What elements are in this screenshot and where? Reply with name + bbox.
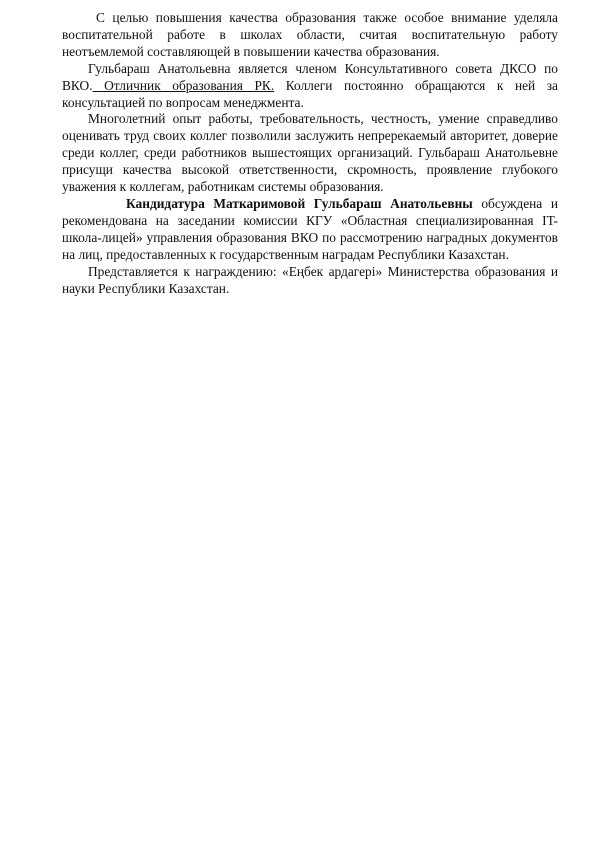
council-text: Гульбараш Анатольевна является членом Консультативного совета ДКСО по ВКО. [62, 60, 558, 93]
candidacy-text: обсуждена и рекомендована на заседании комиссии КГУ «Областная специализированная IT-школа-лицей» управления образования ВКО по рассмотрению наградных документов на лиц, предоставленных к государственным наградам Республики Казахстан. [62, 195, 558, 262]
paragraph-candidacy [62, 196, 558, 264]
paragraph-experience: Многолетний опыт работы, требовательность, честность, умение справедливо оценивать труд своих коллег позволили заслужить непререкаемый авторитет, доверие среди коллег, среди работников вышестоящих организаций. Гульбараш Анатольевне присущи качества высокой ответственности, скромность, проявление глубокого уважения к коллегам, работникам системы образования. [62, 111, 558, 195]
consultation-text: Коллеги постоянно обращаются к ней за консультацией по вопросам менеджмента. [62, 77, 558, 110]
excellence-award-text: Отличник образования РК. [92, 77, 275, 93]
paragraph-council-member [62, 61, 558, 112]
candidate-name: Кандидатура Маткаримовой Гульбараш Анатольевны [126, 195, 473, 211]
document-body [62, 10, 558, 297]
paragraph-quality-education: С целью повышения качества образования также особое внимание уделяла воспитательной работе в школах области, считая воспитательную работу неотъемлемой составляющей в повышении качества образования. [62, 10, 558, 59]
paragraph-nomination: Представляется к награждению: «Еңбек ардагері» Министерства образования и науки Республики Казахстан. [62, 263, 558, 296]
